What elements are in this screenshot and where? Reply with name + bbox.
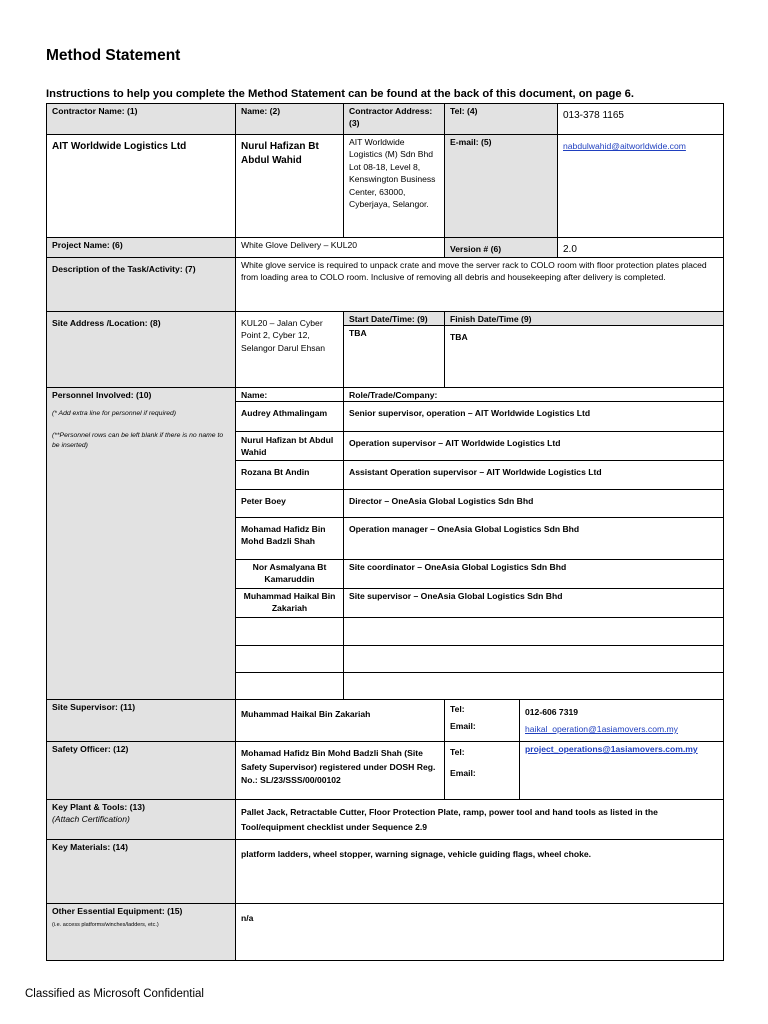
contractor-address-label: Contractor Address: (3) xyxy=(343,103,445,135)
safety-officer-email-label: Email: xyxy=(450,768,476,778)
safety-officer-contact-values xyxy=(519,741,724,800)
site-supervisor-contact-labels xyxy=(444,699,520,742)
tel-label: Tel: (4) xyxy=(444,103,558,135)
personnel-label: Personnel Involved: (10) xyxy=(52,390,152,400)
person-name-header: Name: xyxy=(235,387,344,402)
personnel-name-7: Muhammad Haikal Bin Zakariah xyxy=(235,588,344,618)
safety-officer-email-link[interactable]: project_operations@1asiamovers.com.my xyxy=(525,744,698,754)
start-value: TBA xyxy=(343,325,445,388)
contractor-name-value: AIT Worldwide Logistics Ltd xyxy=(46,134,236,238)
personnel-role-9 xyxy=(343,645,724,673)
classification-footer: Classified as Microsoft Confidential xyxy=(25,988,204,1000)
personnel-role-1: Senior supervisor, operation – AIT Worldwide Logistics Ltd xyxy=(343,401,724,432)
safety-officer-name: Mohamad Hafidz Bin Mohd Badzli Shah (Site Safety Supervisor) registered under DOSH Reg. No.: SL/23/SSS/00/00102 xyxy=(235,741,445,800)
personnel-name-5: Mohamad Hafidz Bin Mohd Badzli Shah xyxy=(235,517,344,560)
version-value: 2.0 xyxy=(557,237,724,258)
site-supervisor-email-link[interactable]: haikal_operation@1asiamovers.com.my xyxy=(525,724,678,734)
site-supervisor-name: Muhammad Haikal Bin Zakariah xyxy=(235,699,445,742)
personnel-role-8 xyxy=(343,617,724,646)
other-equipment-note: (i.e. access platforms/winches/ladders, etc.) xyxy=(52,922,159,929)
personnel-name-1: Audrey Athmalingam xyxy=(235,401,344,432)
safety-officer-tel-label: Tel: xyxy=(450,747,465,757)
personnel-note-2: (**Personnel rows can be left blank if there is no name to be inserted) xyxy=(52,432,224,450)
email-label: E-mail: (5) xyxy=(444,134,558,238)
start-label: Start Date/Time: (9) xyxy=(343,311,445,326)
site-address-label: Site Address /Location: (8) xyxy=(46,311,236,388)
site-supervisor-tel: 012-606 7319 xyxy=(525,707,579,717)
key-plant-label: Key Plant & Tools: (13) xyxy=(52,802,145,812)
personnel-name-8 xyxy=(235,617,344,646)
key-materials-label: Key Materials: (14) xyxy=(46,839,236,904)
safety-officer-label: Safety Officer: (12) xyxy=(46,741,236,800)
project-name-value: White Glove Delivery – KUL20 xyxy=(235,237,445,258)
key-plant-value: Pallet Jack, Retractable Cutter, Floor Protection Plate, ramp, power tool and hand tools as listed in the Tool/equipment checklist under Sequence 2.9 xyxy=(235,799,724,840)
personnel-note-1: (* Add extra line for personnel if required) xyxy=(52,410,177,418)
version-label: Version # (6) xyxy=(444,237,558,258)
personnel-label-cell xyxy=(46,387,236,700)
person-role-header: Role/Trade/Company: xyxy=(343,387,724,402)
personnel-name-2: Nurul Hafizan bt Abdul Wahid xyxy=(235,431,344,461)
finish-value: TBA xyxy=(444,325,724,388)
site-supervisor-label: Site Supervisor: (11) xyxy=(46,699,236,742)
personnel-role-7: Site supervisor – OneAsia Global Logistics Sdn Bhd xyxy=(343,588,724,618)
key-plant-note: (Attach Certification) xyxy=(52,814,130,825)
name-label: Name: (2) xyxy=(235,103,344,135)
name-value: Nurul Hafizan Bt Abdul Wahid xyxy=(235,134,344,238)
safety-officer-contact-labels xyxy=(444,741,520,800)
key-plant-label-cell xyxy=(46,799,236,840)
personnel-name-10 xyxy=(235,672,344,700)
page-title: Method Statement xyxy=(46,47,181,64)
email-link[interactable]: nabdulwahid@aitworldwide.com xyxy=(563,141,686,151)
personnel-role-5: Operation manager – OneAsia Global Logistics Sdn Bhd xyxy=(343,517,724,560)
personnel-role-4: Director – OneAsia Global Logistics Sdn Bhd xyxy=(343,489,724,518)
personnel-role-10 xyxy=(343,672,724,700)
other-equipment-value: n/a xyxy=(235,903,724,961)
tel-value: 013-378 1165 xyxy=(557,103,724,135)
personnel-role-2: Operation supervisor – AIT Worldwide Logistics Ltd xyxy=(343,431,724,461)
personnel-name-4: Peter Boey xyxy=(235,489,344,518)
description-label: Description of the Task/Activity: (7) xyxy=(46,257,236,312)
personnel-role-6: Site coordinator – OneAsia Global Logistics Sdn Bhd xyxy=(343,559,724,589)
personnel-name-3: Rozana Bt Andin xyxy=(235,460,344,490)
site-supervisor-tel-label: Tel: xyxy=(450,704,465,714)
instructions-text: Instructions to help you complete the Method Statement can be found at the back of this document, on page 6. xyxy=(46,88,635,100)
personnel-name-6: Nor Asmalyana Bt Kamaruddin xyxy=(235,559,344,589)
description-value: White glove service is required to unpack crate and move the server rack to COLO room with floor protection plates placed from loading area to COLO room. Inclusive of removing all debris and housekeeping after delivery is completed. xyxy=(235,257,724,312)
finish-label: Finish Date/Time (9) xyxy=(444,311,724,326)
personnel-name-9 xyxy=(235,645,344,673)
contractor-name-label: Contractor Name: (1) xyxy=(46,103,236,135)
email-cell xyxy=(557,134,724,238)
personnel-role-3: Assistant Operation supervisor – AIT Worldwide Logistics Ltd xyxy=(343,460,724,490)
contractor-address-value: AIT Worldwide Logistics (M) Sdn Bhd Lot 08-18, Level 8, Kenswington Business Center, 63000, Cyberjaya, Selangor. xyxy=(343,134,445,238)
site-supervisor-contact-values xyxy=(519,699,724,742)
project-name-label: Project Name: (6) xyxy=(46,237,236,258)
other-equipment-label-cell xyxy=(46,903,236,961)
other-equipment-label: Other Essential Equipment: (15) xyxy=(52,906,183,916)
key-materials-value: platform ladders, wheel stopper, warning signage, vehicle guiding flags, wheel choke. xyxy=(235,839,724,904)
site-address-value: KUL20 – Jalan Cyber Point 2, Cyber 12, Selangor Darul Ehsan xyxy=(235,311,344,388)
site-supervisor-email-label: Email: xyxy=(450,721,476,731)
